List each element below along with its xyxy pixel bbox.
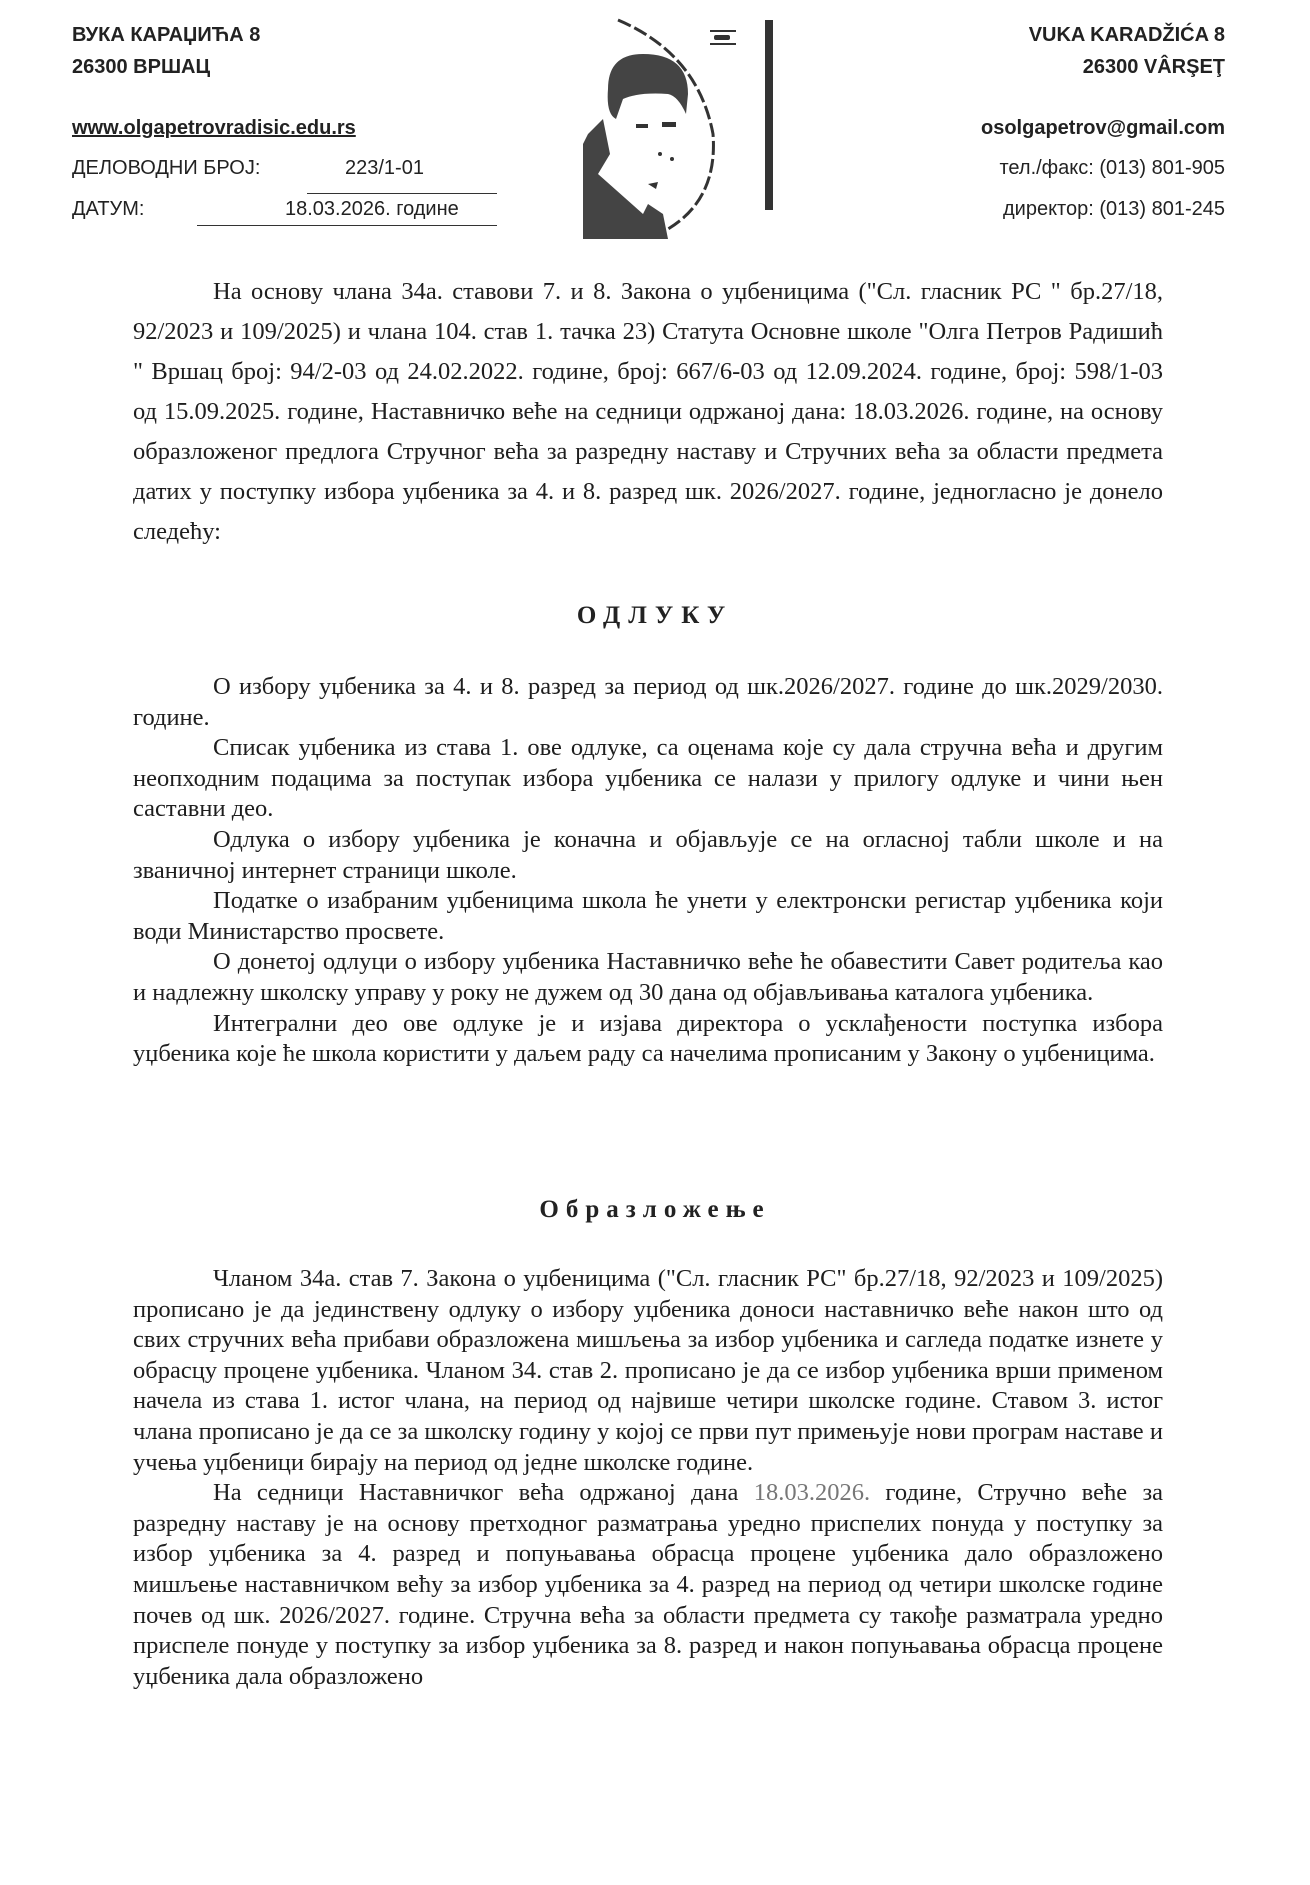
school-address-line2: 26300 ВРШАЦ (72, 56, 211, 78)
date-label: ДАТУМ: (72, 198, 145, 220)
intro-section (133, 272, 1163, 552)
date-underline (197, 225, 497, 226)
reference-number-value: 223/1-01 (345, 157, 424, 179)
reference-number-label: ДЕЛОВОДНИ БРОЈ: (72, 157, 261, 179)
session-text-before-date: На седници Наставничког већа одржаној дана (213, 1479, 754, 1507)
date-value: 18.03.2026. године (285, 198, 459, 220)
reasoning-section (133, 1264, 1163, 1692)
session-date: 18.03.2026. (753, 1479, 871, 1507)
school-email-link[interactable]: osolgapetrov@gmail.com (981, 117, 1225, 139)
reasoning-paragraph-session (133, 1478, 1163, 1692)
reasoning-paragraph: Чланом 34а. став 7. Закона о уџбеницима ("Сл. гласник РС" бр.27/18, 92/2023 и 109/2025) прописано је да јединствену одлуку о избору уџбеника доноси наставничко веће након што од свих стручних већа прибави образложена мишљења за избор уџбеника и сагледа податке изнете у обрасцу процене уџбеника. Чланом 34. став 2. прописано је да се избор уџбеника врши применом начела из става 1. истог члана, на период од највише четири школске године. Ставом 3. истог члана прописано је да се за школску годину у којој се први пут примењује нови програм наставе и учења уџбеници бирају на период од једне школске године. (133, 1265, 1163, 1476)
school-address-latin-line1: VUKA KARADŽIĆA 8 (1028, 24, 1225, 46)
decision-section (133, 672, 1163, 1070)
decision-title: ОДЛУКУ (576, 602, 734, 629)
decision-paragraph: О донетој одлуци о избору уџбеника Наставничко веће ће обавестити Савет родитеља као и надлежну школску управу у року не дужем од 30 дана од објављивања каталога уџбеника. (133, 948, 1163, 1006)
phone-fax: тел./факс: (013) 801-905 (999, 157, 1225, 179)
reasoning-title: Образложење (539, 1196, 771, 1223)
decision-paragraph: Податке о изабраним уџбеницима школа ће унети у електронски регистар уџбеника који води Министарство просвете. (133, 887, 1163, 945)
school-portrait-logo-icon (548, 14, 748, 239)
school-address-line1: ВУКА КАРАЏИЋА 8 (72, 24, 261, 46)
reference-underline (307, 193, 497, 194)
session-text-after-date: године, Стручно веће за разредну наставу је на основу претходног разматрања уредно приспелих понуда у поступку за избор уџбеника за 4. разред и попуњавања обрасца процене уџбеника дало образложено мишљење наставничком већу за избор уџбеника за 4. разред на период од четири школске године почев од шк. 2026/2027. године. Стручна већа за области предмета су такође разматрала уредно приспеле понуде у поступку за избор уџбеника за 8. разред и након попуњавања обрасца процене уџбеника дала образложено (133, 1479, 1163, 1690)
intro-paragraph: На основу члана 34а. ставови 7. и 8. Закона о уџбеницима ("Сл. гласник РС " бр.27/18, 92/2023 и 109/2025) и члана 104. став 1. тачка 23) Статута Основне школе "Олга Петров Радишић " Вршац број: 94/2-03 од 24.02.2022. године, број: 667/6-03 од 12.09.2024. године, број: 598/1-03 од 15.09.2025. године, Наставничко веће на седници одржаној дана: 18.03.2026. године, на основу образложеног предлога Стручног већа за разредну наставу и Стручних већа за области предмета датих у поступку избора уџбеника за 4. и 8. разред шк. 2026/2027. године, једногласно је донело следећу: (133, 278, 1163, 545)
letterhead-divider-bar (765, 20, 773, 210)
decision-paragraph: Интегрални део ове одлуке је и изјава директора о усклађености поступка избора уџбеника које ће школа користити у даљем раду са начелима прописаним у Закону о уџбеницима. (133, 1009, 1163, 1068)
school-website-link[interactable]: www.olgapetrovradisic.edu.rs (72, 117, 356, 139)
school-mark-icon (710, 30, 736, 46)
decision-paragraph: Списак уџбеника из става 1. ове одлуке, са оценама које су дала стручна већа и другим неопходним подацима за поступак избора уџбеника се налази у прилогу одлуке и чини њен саставни део. (133, 734, 1163, 823)
decision-paragraph: О избору уџбеника за 4. и 8. разред за период од шк.2026/2027. године до шк.2029/2030. године. (133, 673, 1163, 731)
decision-paragraph: Одлука о избору уџбеника је коначна и објављује се на огласној табли школе и на званичној интернет страници школе. (133, 825, 1163, 884)
director-phone: директор: (013) 801-245 (1002, 198, 1225, 220)
school-address-latin-line2: 26300 VÂRŞEŢ (1082, 56, 1225, 78)
